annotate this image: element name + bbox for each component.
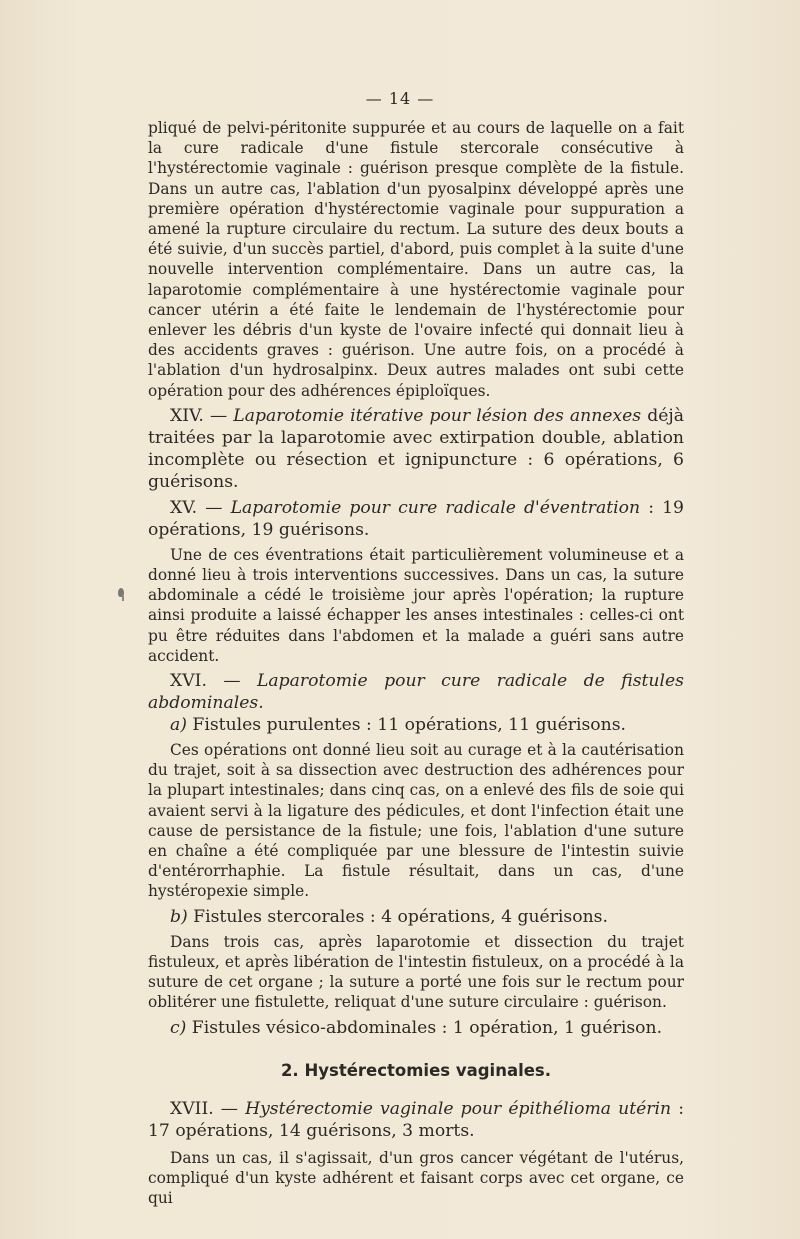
paragraph-stercorales: Dans trois cas, après laparotomie et dissection du trajet fistuleux, et après libération de l'intestin fistuleux, on a procédé à la suture de cet organe ; la suture a porté une fois sur le rectum pour oblitérer une fistulette, reliquat d'une suture circulaire : guérison. [148, 932, 684, 1012]
subsection-title: Fistules vésico-abdominales : 1 opération, 1 guérison. [186, 1017, 663, 1038]
page-body [148, 118, 684, 1208]
section-title: Laparotomie pour cure radicale d'éventration [230, 497, 641, 518]
section-xvii [148, 1098, 684, 1142]
paragraph-continuation: pliqué de pelvi-péritonite suppurée et au cours de laquelle on a fait la cure radicale d'une fistule stercorale consécutive à l'hystérectomie vaginale : guérison presque complète de la fistule. Dans un autre cas, l'ablation d'un pyosalpinx développé après une première opération d'hystérectomie vaginale pour suppuration a amené la rupture circulaire du rectum. La suture des deux bouts a été suivie, d'un succès partiel, d'abord, puis complet à la suite d'une nouvelle intervention complémentaire. Dans un autre cas, la laparotomie complémentaire à une hystérectomie vaginale pour cancer utérin a été faite le lendemain de l'hystérectomie pour enlever les débris d'un kyste de l'ovaire infecté qui donnait lieu à des accidents graves : guérison. Une autre fois, on a procédé à l'ablation d'un hydrosalpinx. Deux autres malades ont subi cette opération pour des adhérences épiploïques. [148, 119, 684, 400]
paragraph-epithelioma: Dans un cas, il s'agissait, d'un gros cancer végétant de l'utérus, compliqué d'un kyste adhérent et faisant corps avec cet organe, ce qui [148, 1148, 684, 1207]
section-number: XIV. — [170, 405, 234, 426]
paragraph-eventration: Une de ces éventrations était particulièrement volumineuse et a donné lieu à trois interventions successives. Dans un cas, la suture abdominale a cédé le troisième jour après l'opération; la rupture ainsi produite a laissé échapper les anses intestinales : celles-ci ont pu être réduites dans l'abdomen et la malade a guéri sans autre accident. [148, 545, 684, 665]
subsection-title: Fistules purulentes : 11 opérations, 11 guérisons. [186, 715, 626, 736]
subsection-letter: c) [170, 1017, 187, 1038]
section-xvi [148, 670, 684, 714]
subsection-b [148, 906, 684, 928]
section-xiv [148, 405, 684, 493]
section-summary: : 19 opérations, 19 guérisons. [148, 497, 684, 540]
section-xv [148, 497, 684, 541]
subsection-letter: b) [170, 906, 188, 927]
chapter-heading: 2. Hystérectomies vaginales. [280, 1060, 552, 1080]
section-summary: déjà traitées par la laparotomie avec extirpation double, ablation incomplète ou résection et ignipuncture : 6 opérations, 6 guérisons. [148, 405, 684, 492]
section-number: XVII. — [170, 1098, 246, 1119]
page-number: — 14 — [365, 89, 435, 108]
paragraph-purulentes: Ces opérations ont donné lieu soit au curage et à la cautérisation du trajet, soit à sa dissection avec destruction des adhérences pour la plupart intestinales; dans cinq cas, on a enlevé des fils de soie qui avaient servi à la ligature des pédicules, et dont l'infection était une cause de persistance de la fistule; une fois, l'ablation d'une suture en chaîne a été compliquée par une blessure de l'intestin suivie d'entérorrhaphie. La fistule résultait, dans un cas, d'une hystéropexie simple. [148, 741, 684, 901]
subsection-title: Fistules stercorales : 4 opérations, 4 guérisons. [187, 906, 608, 927]
section-title: Laparotomie pour cure radicale de fistules abdominales. [148, 671, 684, 714]
section-number: XVI. — [170, 671, 257, 692]
section-number: XV. — [170, 497, 231, 518]
section-title: Laparotomie itérative pour lésion des annexes [233, 405, 642, 426]
section-summary: : 17 opérations, 14 guérisons, 3 morts. [148, 1098, 684, 1141]
subsection-letter: a) [170, 715, 187, 736]
ink-spot-tail [122, 596, 124, 601]
section-title: Hystérectomie vaginale pour épithélioma utérin [245, 1098, 672, 1119]
subsection-a [148, 714, 684, 736]
subsection-c [148, 1017, 684, 1039]
